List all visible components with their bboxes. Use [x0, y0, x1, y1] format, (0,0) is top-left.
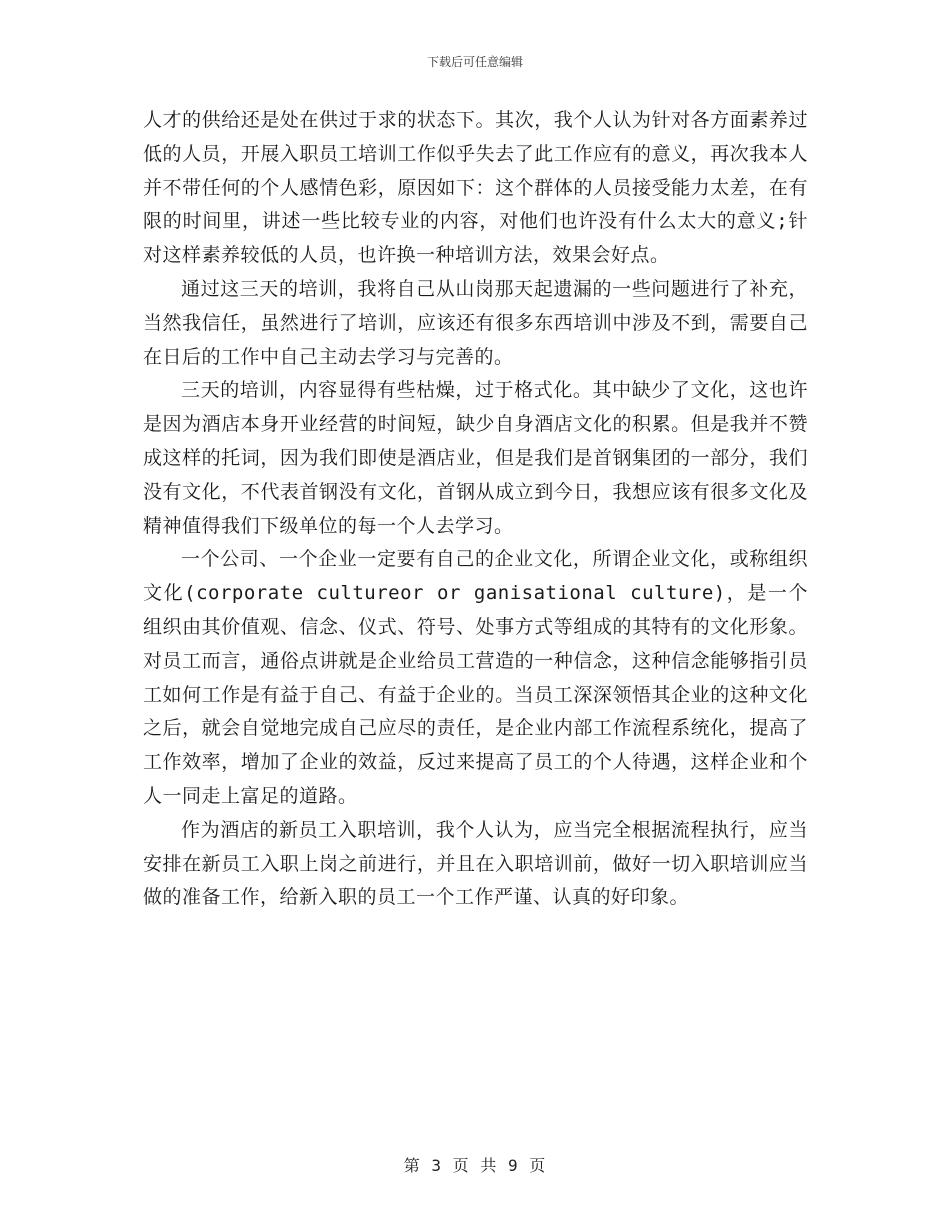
- paragraph-5: 作为酒店的新员工入职培训，我个人认为，应当完全根据流程执行，应当安排在新员工入职上岗之前进行，并且在入职培训前，做好一切入职培训应当做的准备工作，给新入职的员工一个工作严谨、认真的好印象。: [143, 818, 808, 909]
- paragraph-1: 人才的供给还是处在供过于求的状态下。其次，我个人认为针对各方面素养过低的人员，开展入职员工培训工作似乎失去了此工作应有的意义，再次我本人并不带任何的个人感情色彩，原因如下：这个群体的人员接受能力太差，在有限的时间里，讲述一些比较专业的内容，对他们也许没有什么太大的意义;针对这样素养较低的人员，也许换一种培训方法，效果会好点。: [143, 109, 808, 267]
- document-body: [143, 104, 808, 915]
- paragraph-3: 三天的培训，内容显得有些枯燥，过于格式化。其中缺少了文化，这也许是因为酒店本身开业经营的时间短，缺少自身酒店文化的积累。但是我并不赞成这样的托词，因为我们即使是酒店业，但是我们是首钢集团的一部分，我们没有文化，不代表首钢没有文化，首钢从成立到今日，我想应该有很多文化及精神值得我们下级单位的每一个人去学习。: [143, 379, 808, 537]
- page-number: 第 3 页 共 9 页: [403, 1156, 547, 1175]
- paragraph-2: 通过这三天的培训，我将自己从山岗那天起遗漏的一些问题进行了补充，当然我信任，虽然进行了培训，应该还有很多东西培训中涉及不到，需要自己在日后的工作中自己主动去学习与完善的。: [143, 277, 808, 368]
- page-header-note: 下载后可任意编辑: [426, 55, 523, 69]
- paragraph-4: 一个公司、一个企业一定要有自己的企业文化，所谓企业文化，或称组织文化(corporate cultureor or ganisational culture)，是一个组织由其价值观、信念、仪式、符号、处事方式等组成的其特有的文化形象。对员工而言，通俗点讲就是企业给员工营造的一种信念，这种信念能够指引员工如何工作是有益于自己、有益于企业的。当员工深深领悟其企业的这种文化之后，就会自觉地完成自己应尽的责任，是企业内部工作流程系统化，提高了工作效率，增加了企业的效益，反过来提高了员工的个人待遇，这样企业和个人一同走上富足的道路。: [143, 548, 808, 807]
